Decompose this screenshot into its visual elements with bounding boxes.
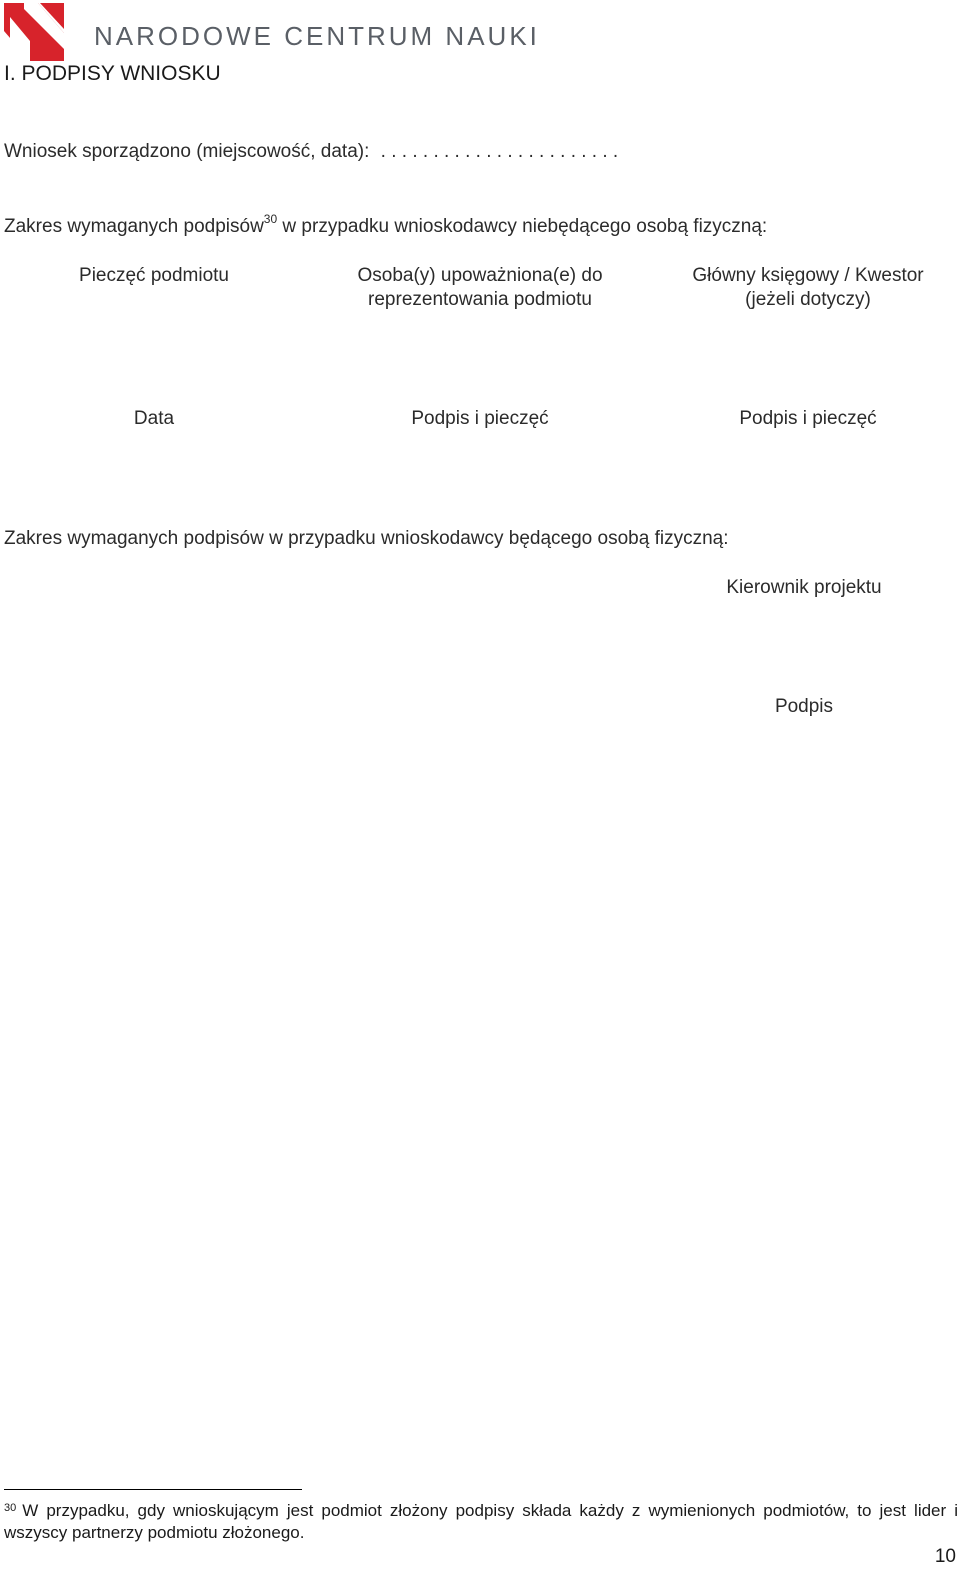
project-manager-label: Kierownik projektu	[726, 577, 882, 598]
place-date-label: Wniosek sporządzono (miejscowość, data):	[4, 141, 370, 162]
project-manager-signature-label: Podpis	[774, 696, 834, 717]
footnote-text: W przypadku, gdy wnioskującym jest podmiot złożony podpisy składa każdy z wymienionych podmiotów, to jest lider i wszyscy partnerzy podmiotu złożonego.	[4, 1501, 958, 1542]
column-heading: Pieczęć podmiotu	[79, 265, 229, 286]
org-name: NARODOWE CENTRUM NAUKI	[94, 21, 540, 51]
footnote-ref: 30	[263, 212, 278, 226]
footnote-number: 30	[4, 1502, 17, 1514]
column-heading: Główny księgowy / Kwestor	[692, 265, 924, 286]
footnote	[4, 1500, 958, 1544]
footnote-separator	[4, 1489, 302, 1490]
column-subheading: reprezentowania podmiotu	[368, 289, 592, 310]
ncn-logo-icon	[4, 3, 64, 61]
column-heading-accountant	[666, 264, 950, 312]
page-header	[4, 3, 564, 61]
non-natural-intro-before: Zakres wymaganych podpisów	[4, 216, 264, 237]
page-number: 10	[934, 1546, 956, 1567]
non-natural-intro	[4, 212, 768, 238]
column-heading-representative	[330, 264, 630, 312]
signature-label-representative: Podpis i pieczęć	[411, 408, 549, 429]
section-title: I. PODPISY WNIOSKU	[4, 62, 221, 85]
column-heading-seal	[44, 264, 264, 288]
place-date-dots: . . . . . . . . . . . . . . . . . . . . . . .	[380, 141, 619, 162]
column-heading: Osoba(y) upoważniona(e) do	[357, 265, 603, 286]
place-date-line	[4, 141, 618, 163]
natural-intro: Zakres wymaganych podpisów w przypadku wnioskodawcy będącego osobą fizyczną:	[4, 528, 729, 549]
column-subheading: (jeżeli dotyczy)	[745, 289, 871, 310]
signature-label-date: Data	[133, 408, 175, 429]
non-natural-intro-after: w przypadku wnioskodawcy niebędącego osobą fizyczną:	[277, 216, 768, 237]
signature-label-accountant: Podpis i pieczęć	[739, 408, 877, 429]
